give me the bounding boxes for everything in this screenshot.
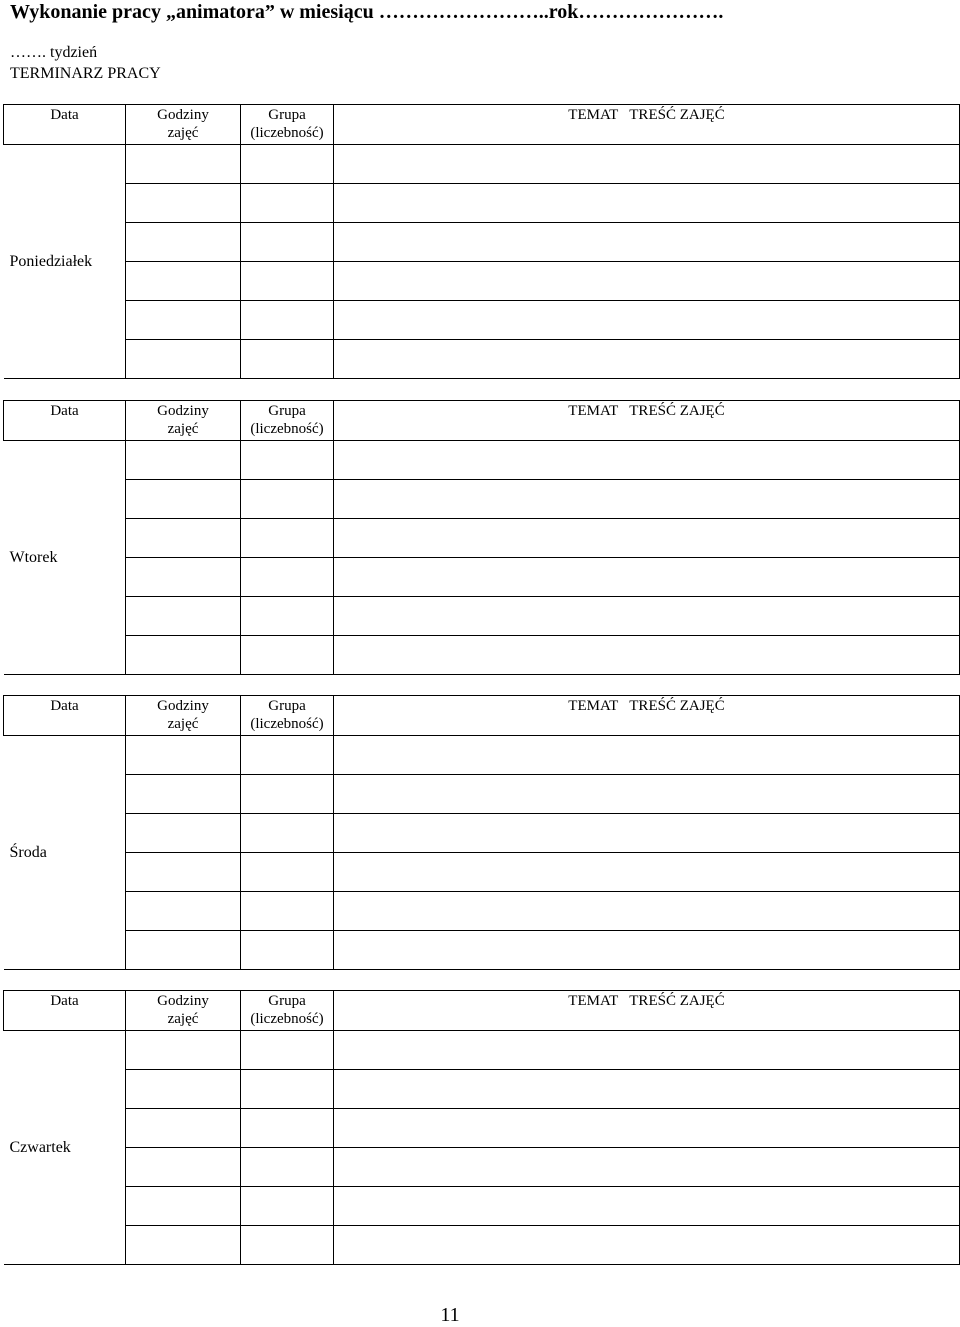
table-header-row xyxy=(4,991,960,1031)
day-label: Czwartek xyxy=(4,1031,126,1265)
header-hours: Godziny zajęć xyxy=(126,696,241,736)
topic-cell[interactable] xyxy=(334,184,960,223)
hours-cell[interactable] xyxy=(126,558,241,597)
topic-cell[interactable] xyxy=(334,558,960,597)
group-cell[interactable] xyxy=(241,1148,334,1187)
topic-cell[interactable] xyxy=(334,775,960,814)
table-row xyxy=(4,262,960,301)
table-header-row xyxy=(4,696,960,736)
group-cell[interactable] xyxy=(241,558,334,597)
table-row xyxy=(4,340,960,379)
hours-cell[interactable] xyxy=(126,519,241,558)
group-cell[interactable] xyxy=(241,1031,334,1070)
hours-cell[interactable] xyxy=(126,892,241,931)
group-cell[interactable] xyxy=(241,597,334,636)
header-date: Data xyxy=(4,401,126,441)
header-date: Data xyxy=(4,991,126,1031)
group-cell[interactable] xyxy=(241,853,334,892)
group-cell[interactable] xyxy=(241,223,334,262)
day-label: Wtorek xyxy=(4,441,126,675)
header-topic: TEMAT TREŚĆ ZAJĘĆ xyxy=(334,401,960,441)
topic-cell[interactable] xyxy=(334,1031,960,1070)
hours-cell[interactable] xyxy=(126,736,241,775)
topic-cell[interactable] xyxy=(334,931,960,970)
topic-cell[interactable] xyxy=(334,441,960,480)
group-cell[interactable] xyxy=(241,636,334,675)
header-hours: Godziny zajęć xyxy=(126,105,241,145)
hours-cell[interactable] xyxy=(126,814,241,853)
table-row xyxy=(4,145,960,184)
hours-cell[interactable] xyxy=(126,145,241,184)
day-label: Środa xyxy=(4,736,126,970)
table-row xyxy=(4,301,960,340)
hours-cell[interactable] xyxy=(126,1070,241,1109)
table-row xyxy=(4,1148,960,1187)
topic-cell[interactable] xyxy=(334,1148,960,1187)
hours-cell[interactable] xyxy=(126,931,241,970)
hours-cell[interactable] xyxy=(126,775,241,814)
table-header-row xyxy=(4,401,960,441)
page-number: 11 xyxy=(440,1304,460,1326)
table-row xyxy=(4,892,960,931)
topic-cell[interactable] xyxy=(334,636,960,675)
header-topic: TEMAT TREŚĆ ZAJĘĆ xyxy=(334,991,960,1031)
topic-cell[interactable] xyxy=(334,1226,960,1265)
topic-cell[interactable] xyxy=(334,736,960,775)
table-row xyxy=(4,223,960,262)
header-date: Data xyxy=(4,696,126,736)
group-cell[interactable] xyxy=(241,184,334,223)
table-row xyxy=(4,597,960,636)
topic-cell[interactable] xyxy=(334,892,960,931)
header-group: Grupa (liczebność) xyxy=(241,991,334,1031)
table-row xyxy=(4,814,960,853)
hours-cell[interactable] xyxy=(126,1031,241,1070)
group-cell[interactable] xyxy=(241,814,334,853)
topic-cell[interactable] xyxy=(334,145,960,184)
table-row xyxy=(4,736,960,775)
day-table-wednesday xyxy=(3,695,960,970)
topic-cell[interactable] xyxy=(334,340,960,379)
group-cell[interactable] xyxy=(241,441,334,480)
hours-cell[interactable] xyxy=(126,1187,241,1226)
header-date: Data xyxy=(4,105,126,145)
hours-cell[interactable] xyxy=(126,597,241,636)
header-group: Grupa (liczebność) xyxy=(241,696,334,736)
schedule-title: TERMINARZ PRACY xyxy=(10,65,161,82)
day-label: Poniedziałek xyxy=(4,145,126,379)
table-row xyxy=(4,1031,960,1070)
table-row xyxy=(4,853,960,892)
group-cell[interactable] xyxy=(241,1226,334,1265)
topic-cell[interactable] xyxy=(334,853,960,892)
hours-cell[interactable] xyxy=(126,1148,241,1187)
header-hours: Godziny zajęć xyxy=(126,401,241,441)
topic-cell[interactable] xyxy=(334,1070,960,1109)
group-cell[interactable] xyxy=(241,1070,334,1109)
table-row xyxy=(4,441,960,480)
hours-cell[interactable] xyxy=(126,301,241,340)
hours-cell[interactable] xyxy=(126,1109,241,1148)
hours-cell[interactable] xyxy=(126,480,241,519)
day-table-tuesday xyxy=(3,400,960,675)
hours-cell[interactable] xyxy=(126,262,241,301)
table-row xyxy=(4,931,960,970)
group-cell[interactable] xyxy=(241,892,334,931)
hours-cell[interactable] xyxy=(126,1226,241,1265)
document-title: Wykonanie pracy „animatora” w miesiącu ……………………..rok…………………. xyxy=(10,1,724,23)
header-topic: TEMAT TREŚĆ ZAJĘĆ xyxy=(334,696,960,736)
header-group: Grupa (liczebność) xyxy=(241,105,334,145)
hours-cell[interactable] xyxy=(126,184,241,223)
topic-cell[interactable] xyxy=(334,480,960,519)
table-row xyxy=(4,1070,960,1109)
group-cell[interactable] xyxy=(241,145,334,184)
group-cell[interactable] xyxy=(241,480,334,519)
topic-cell[interactable] xyxy=(334,1187,960,1226)
table-row xyxy=(4,519,960,558)
hours-cell[interactable] xyxy=(126,853,241,892)
table-row xyxy=(4,480,960,519)
topic-cell[interactable] xyxy=(334,597,960,636)
group-cell[interactable] xyxy=(241,1109,334,1148)
topic-cell[interactable] xyxy=(334,519,960,558)
day-table-thursday xyxy=(3,990,960,1265)
week-line: ……. tydzień xyxy=(10,44,98,61)
hours-cell[interactable] xyxy=(126,636,241,675)
table-row xyxy=(4,1226,960,1265)
hours-cell[interactable] xyxy=(126,340,241,379)
header-topic: TEMAT TREŚĆ ZAJĘĆ xyxy=(334,105,960,145)
topic-cell[interactable] xyxy=(334,262,960,301)
group-cell[interactable] xyxy=(241,340,334,379)
table-row xyxy=(4,1109,960,1148)
hours-cell[interactable] xyxy=(126,441,241,480)
group-cell[interactable] xyxy=(241,301,334,340)
header-hours: Godziny zajęć xyxy=(126,991,241,1031)
table-row xyxy=(4,1187,960,1226)
topic-cell[interactable] xyxy=(334,301,960,340)
topic-cell[interactable] xyxy=(334,1109,960,1148)
day-table-monday xyxy=(3,104,960,379)
group-cell[interactable] xyxy=(241,775,334,814)
topic-cell[interactable] xyxy=(334,814,960,853)
table-row xyxy=(4,184,960,223)
group-cell[interactable] xyxy=(241,1187,334,1226)
group-cell[interactable] xyxy=(241,931,334,970)
group-cell[interactable] xyxy=(241,519,334,558)
group-cell[interactable] xyxy=(241,736,334,775)
table-row xyxy=(4,775,960,814)
table-header-row xyxy=(4,105,960,145)
hours-cell[interactable] xyxy=(126,223,241,262)
group-cell[interactable] xyxy=(241,262,334,301)
table-row xyxy=(4,636,960,675)
topic-cell[interactable] xyxy=(334,223,960,262)
table-row xyxy=(4,558,960,597)
header-group: Grupa (liczebność) xyxy=(241,401,334,441)
